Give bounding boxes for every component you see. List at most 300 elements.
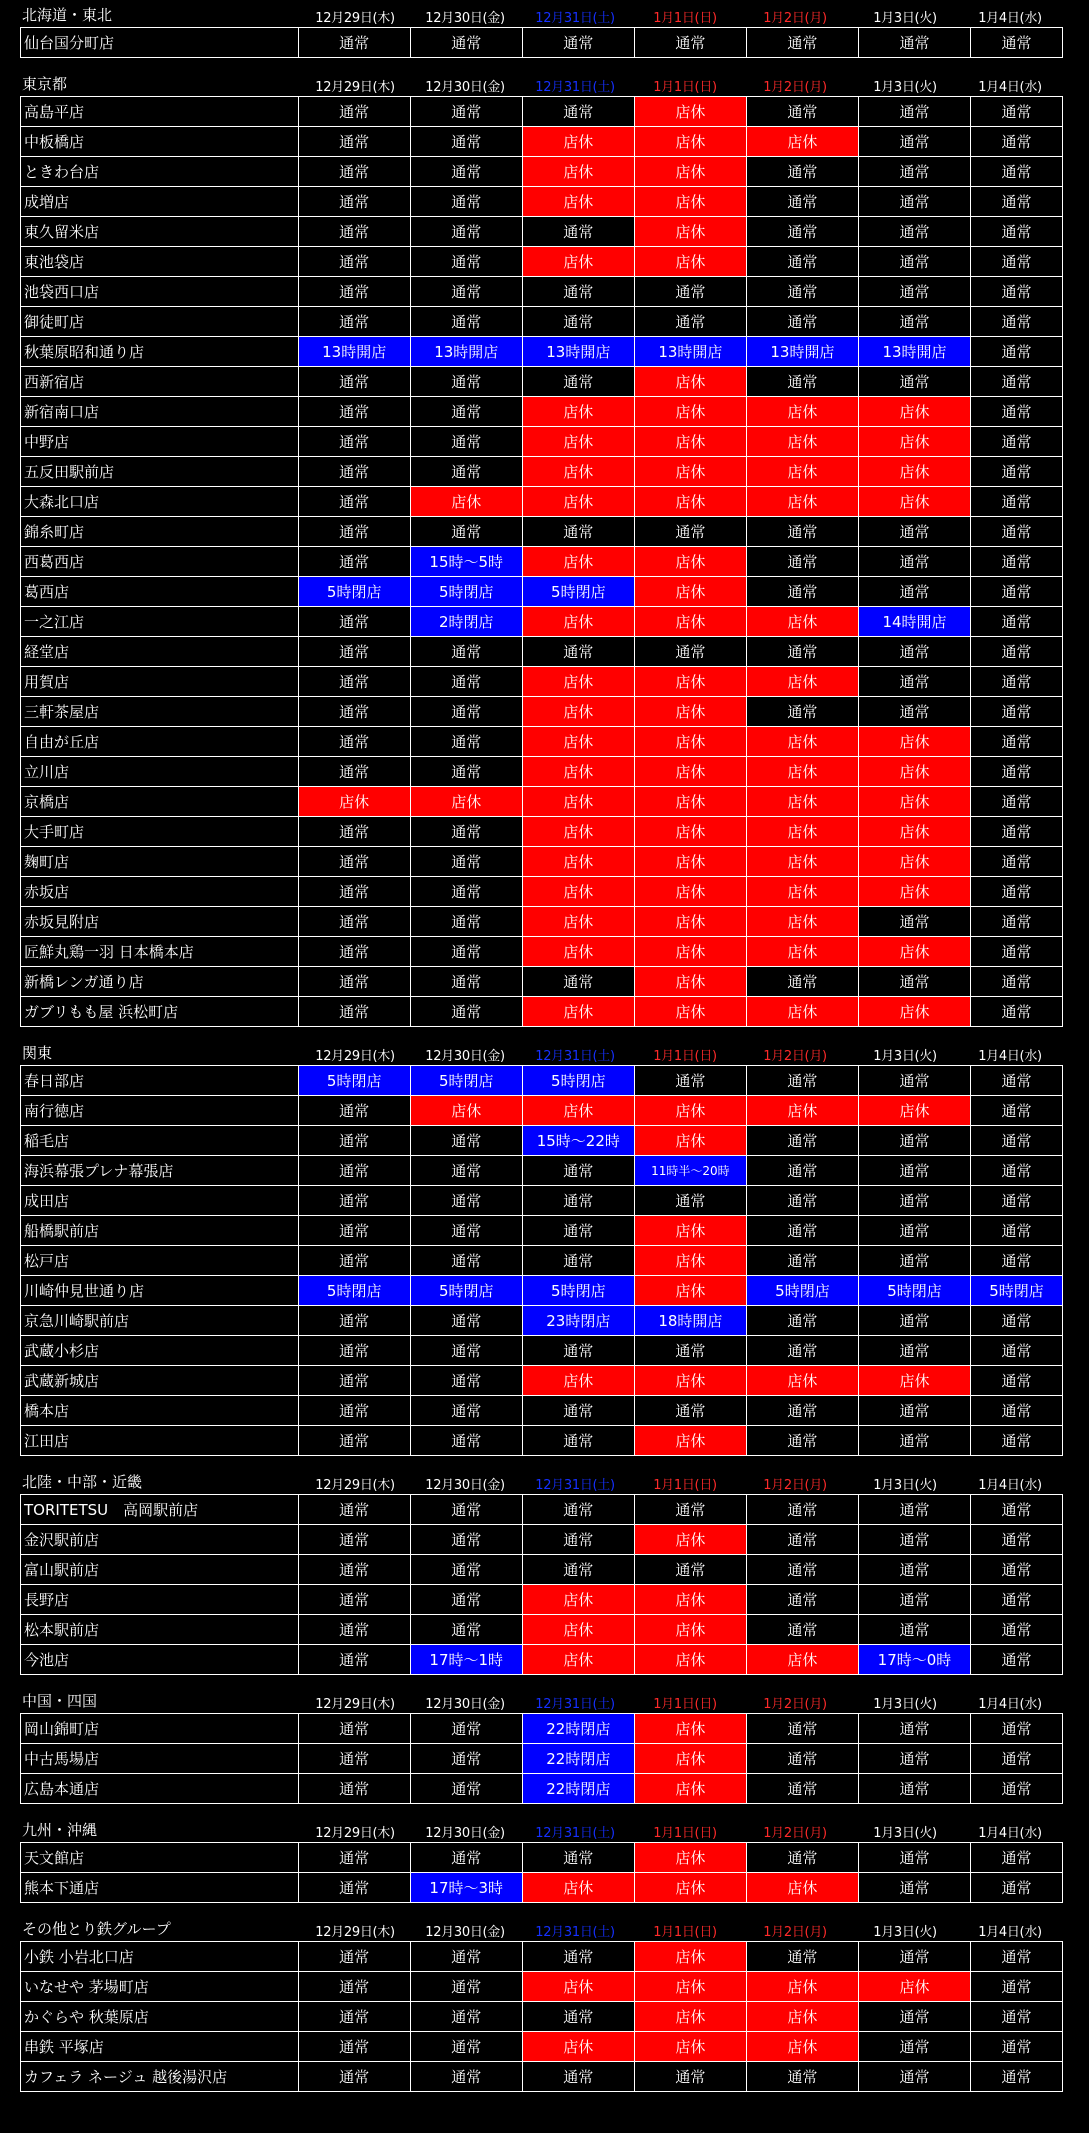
status-cell: 通常 (746, 1246, 858, 1276)
store-name: ガブリもも屋 浜松町店 (21, 997, 299, 1027)
status-cell: 通常 (410, 427, 522, 457)
status-cell: 通常 (298, 2062, 410, 2092)
status-cell: 通常 (971, 907, 1063, 937)
status-cell: 店休 (634, 127, 746, 157)
status-cell: 5時閉店 (298, 1276, 410, 1306)
status-cell: 通常 (410, 28, 522, 58)
status-cell: 店休 (634, 547, 746, 577)
status-cell: 通常 (971, 127, 1063, 157)
store-name: 岡山錦町店 (21, 1714, 299, 1744)
section-title: その他とり鉄グループ (22, 1920, 171, 1938)
store-row (21, 397, 1063, 427)
store-row (21, 1645, 1063, 1675)
status-cell: 通常 (410, 847, 522, 877)
store-row (21, 1336, 1063, 1366)
status-cell: 通常 (298, 1156, 410, 1186)
status-cell: 通常 (634, 637, 746, 667)
status-cell: 13時開店 (410, 337, 522, 367)
status-cell: 店休 (522, 1366, 634, 1396)
section-header (0, 1467, 1089, 1494)
status-cell: 通常 (971, 667, 1063, 697)
status-cell: 通常 (410, 1216, 522, 1246)
store-table (20, 1941, 1063, 2092)
date-header: 12月29日(木) (315, 1049, 395, 1064)
date-header: 1月4日(水) (978, 80, 1042, 95)
status-cell: 通常 (298, 1096, 410, 1126)
date-header: 1月4日(水) (978, 1826, 1042, 1841)
store-table (20, 1713, 1063, 1804)
store-name: 江田店 (21, 1426, 299, 1456)
section-title: 北陸・中部・近畿 (22, 1473, 143, 1491)
status-cell: 通常 (298, 1525, 410, 1555)
status-cell: 通常 (410, 1942, 522, 1972)
status-cell: 通常 (522, 2062, 634, 2092)
store-name: 匠鮮丸鶏一羽 日本橋本店 (21, 937, 299, 967)
store-name: 小鉄 小岩北口店 (21, 1942, 299, 1972)
status-cell: 店休 (522, 457, 634, 487)
status-cell: 店休 (522, 607, 634, 637)
status-cell: 通常 (522, 1336, 634, 1366)
status-cell: 通常 (746, 1615, 858, 1645)
status-cell: 通常 (971, 2062, 1063, 2092)
status-cell: 店休 (522, 1096, 634, 1126)
status-cell: 店休 (522, 787, 634, 817)
status-cell: 店休 (634, 97, 746, 127)
status-cell: 通常 (971, 757, 1063, 787)
store-name: 稲毛店 (21, 1126, 299, 1156)
store-row (21, 1714, 1063, 1744)
status-cell: 店休 (746, 1366, 858, 1396)
status-cell: 通常 (522, 1186, 634, 1216)
store-name: 中板橋店 (21, 127, 299, 157)
status-cell: 通常 (410, 1336, 522, 1366)
store-row (21, 1276, 1063, 1306)
store-name: 葛西店 (21, 577, 299, 607)
status-cell: 店休 (746, 667, 858, 697)
store-row (21, 1873, 1063, 1903)
store-name: 中野店 (21, 427, 299, 457)
store-name: 春日部店 (21, 1066, 299, 1096)
status-cell: 店休 (522, 697, 634, 727)
status-cell: 通常 (522, 367, 634, 397)
status-cell: 通常 (410, 1186, 522, 1216)
status-cell: 店休 (634, 1585, 746, 1615)
section-title: 中国・四国 (22, 1692, 98, 1710)
store-name: いなせや 茅場町店 (21, 1972, 299, 2002)
store-name: 京急川崎駅前店 (21, 1306, 299, 1336)
date-header: 12月29日(木) (315, 1697, 395, 1712)
status-cell: 通常 (971, 697, 1063, 727)
status-cell: 店休 (634, 247, 746, 277)
status-cell: 通常 (410, 397, 522, 427)
status-cell: 通常 (522, 28, 634, 58)
status-cell: 通常 (410, 637, 522, 667)
status-cell: 店休 (634, 2002, 746, 2032)
status-cell: 13時開店 (858, 337, 970, 367)
status-cell: 通常 (410, 1525, 522, 1555)
date-header: 12月30日(金) (425, 1478, 505, 1493)
status-cell: 店休 (634, 1843, 746, 1873)
status-cell: 通常 (971, 157, 1063, 187)
status-cell: 通常 (410, 1615, 522, 1645)
store-name: カフェラ ネージュ 越後湯沢店 (21, 2062, 299, 2092)
status-cell: 5時閉店 (971, 1276, 1063, 1306)
status-cell: 通常 (971, 277, 1063, 307)
status-cell: 店休 (522, 1615, 634, 1645)
status-cell: 店休 (634, 1096, 746, 1126)
status-cell: 店休 (634, 217, 746, 247)
status-cell: 通常 (858, 667, 970, 697)
status-cell: 通常 (746, 1216, 858, 1246)
status-cell: 通常 (522, 637, 634, 667)
status-cell: 通常 (298, 1426, 410, 1456)
store-row (21, 217, 1063, 247)
status-cell: 通常 (634, 28, 746, 58)
status-cell: 通常 (298, 1555, 410, 1585)
store-name: 錦糸町店 (21, 517, 299, 547)
status-cell: 通常 (522, 1426, 634, 1456)
store-name: 熊本下通店 (21, 1873, 299, 1903)
status-cell: 通常 (971, 337, 1063, 367)
status-cell: 通常 (858, 1774, 970, 1804)
section-gap (0, 1804, 1089, 1815)
status-cell: 通常 (410, 937, 522, 967)
store-name: 川崎仲見世通り店 (21, 1276, 299, 1306)
status-cell: 通常 (410, 1714, 522, 1744)
status-cell: 通常 (971, 787, 1063, 817)
status-cell: 店休 (522, 547, 634, 577)
status-cell: 通常 (746, 1843, 858, 1873)
date-header: 12月29日(木) (315, 1826, 395, 1841)
status-cell: 通常 (858, 1942, 970, 1972)
status-cell: 店休 (634, 937, 746, 967)
status-cell: 店休 (522, 727, 634, 757)
store-row (21, 787, 1063, 817)
status-cell: 通常 (298, 997, 410, 1027)
date-header: 12月31日(土) (535, 1826, 615, 1841)
status-cell: 店休 (522, 157, 634, 187)
status-cell: 13時開店 (746, 337, 858, 367)
status-cell: 通常 (746, 1186, 858, 1216)
status-cell: 通常 (858, 517, 970, 547)
status-cell: 通常 (298, 667, 410, 697)
date-header: 12月31日(土) (535, 1925, 615, 1940)
status-cell: 5時閉店 (522, 577, 634, 607)
status-cell: 通常 (410, 127, 522, 157)
status-cell: 通常 (298, 637, 410, 667)
store-row (21, 877, 1063, 907)
date-header: 1月2日(月) (763, 80, 827, 95)
status-cell: 店休 (410, 487, 522, 517)
status-cell: 通常 (971, 1555, 1063, 1585)
status-cell: 店休 (522, 1645, 634, 1675)
status-cell: 店休 (746, 427, 858, 457)
status-cell: 通常 (410, 1396, 522, 1426)
status-cell: 店休 (746, 907, 858, 937)
status-cell: 通常 (746, 1066, 858, 1096)
date-header: 12月31日(土) (535, 1049, 615, 1064)
status-cell: 店休 (634, 757, 746, 787)
status-cell: 通常 (971, 1096, 1063, 1126)
date-header: 1月3日(火) (873, 1049, 937, 1064)
store-name: 松本駅前店 (21, 1615, 299, 1645)
status-cell: 23時閉店 (522, 1306, 634, 1336)
status-cell: 通常 (746, 547, 858, 577)
store-name: 新橋レンガ通り店 (21, 967, 299, 997)
status-cell: 通常 (410, 247, 522, 277)
store-row (21, 127, 1063, 157)
status-cell: 通常 (522, 1156, 634, 1186)
store-row (21, 1495, 1063, 1525)
store-row (21, 547, 1063, 577)
status-cell: 通常 (858, 1426, 970, 1456)
status-cell: 通常 (746, 1156, 858, 1186)
status-cell: 通常 (858, 1306, 970, 1336)
status-cell: 通常 (634, 1495, 746, 1525)
status-cell: 通常 (746, 1426, 858, 1456)
status-cell: 通常 (971, 427, 1063, 457)
status-cell: 通常 (746, 1126, 858, 1156)
status-cell: 店休 (746, 757, 858, 787)
store-name: 西新宿店 (21, 367, 299, 397)
status-cell: 通常 (522, 1942, 634, 1972)
section-header (0, 1686, 1089, 1713)
status-cell: 通常 (522, 2002, 634, 2032)
status-cell: 通常 (298, 1585, 410, 1615)
store-row (21, 97, 1063, 127)
store-row (21, 337, 1063, 367)
date-header: 1月4日(水) (978, 1925, 1042, 1940)
status-cell: 通常 (971, 1942, 1063, 1972)
status-cell: 通常 (971, 1645, 1063, 1675)
section-title: 九州・沖縄 (22, 1821, 98, 1839)
status-cell: 店休 (634, 787, 746, 817)
status-cell: 通常 (858, 1186, 970, 1216)
status-cell: 通常 (410, 187, 522, 217)
status-cell: 通常 (410, 1585, 522, 1615)
status-cell: 通常 (971, 28, 1063, 58)
status-cell: 通常 (634, 1396, 746, 1426)
status-cell: 店休 (746, 127, 858, 157)
store-row (21, 1774, 1063, 1804)
status-cell: 通常 (858, 157, 970, 187)
status-cell: 通常 (971, 1186, 1063, 1216)
store-name: 武蔵小杉店 (21, 1336, 299, 1366)
status-cell: 通常 (410, 1843, 522, 1873)
status-cell: 店休 (634, 1426, 746, 1456)
store-name: 用賀店 (21, 667, 299, 697)
store-row (21, 817, 1063, 847)
status-cell: 通常 (298, 547, 410, 577)
section-gap (0, 1903, 1089, 1914)
section-header (0, 1815, 1089, 1842)
status-cell: 5時閉店 (858, 1276, 970, 1306)
status-cell: 店休 (634, 1774, 746, 1804)
section-header (0, 69, 1089, 96)
status-cell: 店休 (634, 1525, 746, 1555)
status-cell: 通常 (410, 2002, 522, 2032)
store-row (21, 697, 1063, 727)
status-cell: 通常 (858, 307, 970, 337)
date-header: 1月2日(月) (763, 1826, 827, 1841)
status-cell: 店休 (634, 667, 746, 697)
store-table (20, 1065, 1063, 1456)
status-cell: 店休 (746, 1645, 858, 1675)
store-table (20, 1842, 1063, 1903)
status-cell: 店休 (746, 2002, 858, 2032)
date-header: 12月30日(金) (425, 1049, 505, 1064)
status-cell: 5時閉店 (746, 1276, 858, 1306)
status-cell: 店休 (746, 937, 858, 967)
date-header: 1月1日(日) (653, 11, 717, 26)
status-cell: 通常 (858, 97, 970, 127)
status-cell: 通常 (746, 1396, 858, 1426)
status-cell: 通常 (971, 1126, 1063, 1156)
status-cell: 通常 (410, 1246, 522, 1276)
status-cell: 通常 (298, 1774, 410, 1804)
status-cell: 通常 (858, 1156, 970, 1186)
status-cell: 通常 (410, 1426, 522, 1456)
status-cell: 通常 (971, 1156, 1063, 1186)
status-cell: 店休 (410, 787, 522, 817)
status-cell: 通常 (746, 187, 858, 217)
status-cell: 店休 (634, 1873, 746, 1903)
status-cell: 通常 (858, 2032, 970, 2062)
status-cell: 通常 (298, 97, 410, 127)
store-row (21, 1744, 1063, 1774)
status-cell: 通常 (858, 1216, 970, 1246)
store-name: 立川店 (21, 757, 299, 787)
status-cell: 通常 (298, 397, 410, 427)
store-table (20, 27, 1063, 58)
status-cell: 通常 (746, 1306, 858, 1336)
status-cell: 店休 (634, 847, 746, 877)
status-cell: 通常 (522, 97, 634, 127)
status-cell: 通常 (410, 667, 522, 697)
status-cell: 通常 (971, 1525, 1063, 1555)
date-header: 1月1日(日) (653, 1478, 717, 1493)
status-cell: 通常 (858, 1615, 970, 1645)
status-cell: 店休 (746, 1972, 858, 2002)
status-cell: 通常 (971, 1246, 1063, 1276)
store-row (21, 1186, 1063, 1216)
status-cell: 店休 (298, 787, 410, 817)
store-row (21, 1156, 1063, 1186)
store-row (21, 1396, 1063, 1426)
store-name: 金沢駅前店 (21, 1525, 299, 1555)
status-cell: 通常 (522, 1246, 634, 1276)
status-cell: 通常 (746, 367, 858, 397)
status-cell: 通常 (410, 2062, 522, 2092)
date-header: 12月29日(木) (315, 1478, 395, 1493)
status-cell: 15時～5時 (410, 547, 522, 577)
status-cell: 通常 (858, 1714, 970, 1744)
date-header: 1月3日(火) (873, 1478, 937, 1493)
status-cell: 11時半～20時 (634, 1156, 746, 1186)
status-cell: 店休 (746, 787, 858, 817)
store-name: 西葛西店 (21, 547, 299, 577)
status-cell: 通常 (746, 1744, 858, 1774)
status-cell: 通常 (522, 1216, 634, 1246)
status-cell: 通常 (298, 937, 410, 967)
date-header: 1月3日(火) (873, 1826, 937, 1841)
store-name: 秋葉原昭和通り店 (21, 337, 299, 367)
status-cell: 通常 (410, 307, 522, 337)
status-cell: 通常 (522, 277, 634, 307)
store-name: ときわ台店 (21, 157, 299, 187)
status-cell: 通常 (971, 1714, 1063, 1744)
status-cell: 店休 (858, 457, 970, 487)
status-cell: 店休 (410, 1096, 522, 1126)
date-header: 12月29日(木) (315, 1925, 395, 1940)
status-cell: 通常 (858, 2062, 970, 2092)
status-cell: 通常 (410, 997, 522, 1027)
status-cell: 通常 (410, 2032, 522, 2062)
store-name: 京橋店 (21, 787, 299, 817)
status-cell: 店休 (634, 727, 746, 757)
status-cell: 通常 (298, 247, 410, 277)
status-cell: 店休 (858, 1096, 970, 1126)
status-cell: 通常 (971, 1396, 1063, 1426)
section-title: 東京都 (22, 75, 68, 93)
store-row (21, 157, 1063, 187)
status-cell: 通常 (971, 607, 1063, 637)
store-row (21, 427, 1063, 457)
section-gap (0, 1675, 1089, 1686)
status-cell: 店休 (522, 127, 634, 157)
store-row (21, 907, 1063, 937)
date-header: 1月3日(火) (873, 1925, 937, 1940)
store-name: 一之江店 (21, 607, 299, 637)
store-name: 橋本店 (21, 1396, 299, 1426)
status-cell: 通常 (746, 28, 858, 58)
status-cell: 通常 (858, 28, 970, 58)
store-row (21, 1972, 1063, 2002)
store-row (21, 2002, 1063, 2032)
status-cell: 店休 (634, 1615, 746, 1645)
date-header: 12月29日(木) (315, 11, 395, 26)
status-cell: 通常 (298, 1942, 410, 1972)
store-row (21, 637, 1063, 667)
status-cell: 通常 (971, 1873, 1063, 1903)
status-cell: 店休 (634, 157, 746, 187)
status-cell: 店休 (634, 367, 746, 397)
status-cell: 通常 (858, 217, 970, 247)
status-cell: 通常 (298, 427, 410, 457)
status-cell: 通常 (298, 2002, 410, 2032)
status-cell: 店休 (746, 727, 858, 757)
store-row (21, 847, 1063, 877)
status-cell: 通常 (858, 1126, 970, 1156)
status-cell: 通常 (858, 1246, 970, 1276)
status-cell: 通常 (298, 757, 410, 787)
status-cell: 通常 (298, 187, 410, 217)
section-header (0, 0, 1089, 27)
status-cell: 通常 (971, 547, 1063, 577)
status-cell: 22時閉店 (522, 1714, 634, 1744)
status-cell: 店休 (634, 817, 746, 847)
store-row (21, 757, 1063, 787)
store-row (21, 967, 1063, 997)
status-cell: 通常 (298, 1126, 410, 1156)
store-row (21, 487, 1063, 517)
section-gap (0, 1456, 1089, 1467)
status-cell: 店休 (634, 487, 746, 517)
status-cell: 店休 (858, 1366, 970, 1396)
status-cell: 通常 (858, 247, 970, 277)
status-cell: 店休 (746, 607, 858, 637)
status-cell: 通常 (971, 247, 1063, 277)
